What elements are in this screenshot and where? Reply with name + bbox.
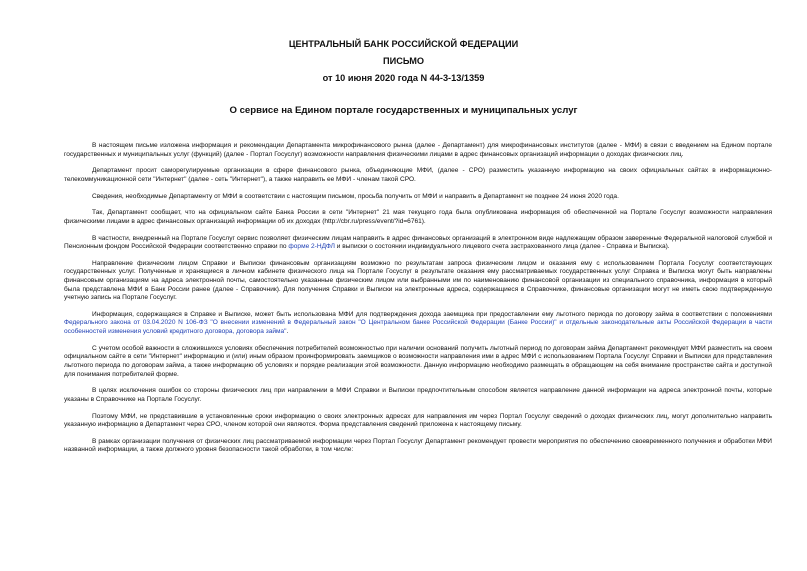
document-type: ПИСЬМО (382, 56, 425, 66)
paragraph-text: и выписки о состоянии индивидуального лицевого счета застрахованного лица (далее - Справка и Выписка). (334, 243, 670, 251)
paragraph-sro-request: Департамент просит саморегулируемые организации в сфере финансового рынка, объединяющие МФИ, (далее - СРО) разместить указанную информацию на своих официальных сайтах в информационно-телекоммуникационной сети "Интернет" (далее - сеть "Интернет"), а также направить ее МФИ - членам такой СРО. (64, 167, 772, 183)
paragraph-text: В частности, внедренный на Портале Госуслуг сервис позволяет физическим лицам направить в адрес финансовых организаций в электронном виде надлежащим образом заверенные Федеральной налоговой службой и Пенсионным фондом Российской Федерации соответственно справки по (64, 234, 772, 251)
form-2ndfl-link[interactable]: форме 2-НДФЛ (288, 243, 335, 251)
paragraph-measures: В рамках организации получения от физических лиц рассматриваемой информации через Портал Госуслуг Департамент рекомендует провести мероприятия по обеспечению своевременного получения и обработки МФИ названной информации, а также должного уровня безопасности такой обработки, в том числе: (64, 437, 772, 454)
paragraph-usage (64, 311, 772, 337)
document-date-number: от 10 июня 2020 года N 44-3-13/1359 (322, 73, 485, 83)
paragraph-text: Информация, содержащаяся в Справке и Выписке, может быть использована МФИ для подтверждения дохода заемщика при предоставлении ему льготного периода по договору займа в соответствии с положениями (92, 310, 772, 318)
paragraph-recommendation: С учетом особой важности в сложившихся условиях обеспечения потребителей возможностью при наличии оснований получить льготный период по договорам займа Департамент рекомендует МФИ разместить на своем официальном сайте в сети "Интернет" информацию и (или) иным образом проинформировать заемщиков о возможности направления ими в адрес МФИ с использованием Портала Госуслуг Справки и Выписки для представления льготного периода по договорам займа, а также информацию об условиях и порядке реализации этой возможности. Данную информацию необходимо размещать в обращающем на себя внимание пространстве сайта и доступной для понимания потребителей форме. (64, 344, 772, 378)
document-subject: О сервисе на Едином портале государственных и муниципальных услуг (229, 105, 578, 116)
issuing-organization: ЦЕНТРАЛЬНЫЙ БАНК РОССИЙСКОЙ ФЕДЕРАЦИИ (288, 39, 519, 49)
paragraph-intro: В настоящем письме изложена информация и рекомендации Департамента микрофинансового рынка (далее - Департамент) для микрофинансовых институтов (далее - МФИ) в связи с введением на Едином портале государственных и муниципальных услуг (функций) (далее - Портал Госуслуг) возможности направления физическими лицами в адрес финансовых организаций информации о доходах физических лиц. (64, 142, 772, 158)
document-body (64, 142, 772, 463)
paragraph-text: . (286, 328, 289, 336)
paragraph-deadline: Сведения, необходимые Департаменту от МФИ в соответствии с настоящим письмом, просьба получить от МФИ и направить в Департамент не позднее 24 июня 2020 года. (92, 192, 619, 200)
paragraph-sending-procedure: Направление физическим лицом Справки и Выписки финансовым организациям возможно по результатам запроса физическим лицом и оказания ему с использованием Портала Госуслуг соответствующих государственных услуг. Полученные и хранящиеся в личном кабинете физического лица на Портале Госуслуг в результате оказания ему рассматриваемых государственных услуг Справка и Выписка могут быть направлены финансовым организациям на адреса электронной почты, самостоятельно указанные физическим лицом или выбранными им по наименованию финансовой организации из специального справочника, информация в который была представлена МФИ в Банк России ранее (далее - Справочник). Для получения Справки и Выписки на электронные адреса, содержащиеся в Справочнике, финансовые организации могут не иметь свою подтвержденную учетную запись на Портале Госуслуг. (64, 259, 772, 302)
paragraph-service-description (64, 235, 772, 252)
paragraph-announcement: Так, Департамент сообщает, что на официальном сайте Банка России в сети "Интернет" 21 мая текущего года была опубликована информация об обеспеченной на Портале Госуслуг возможности направления физическими лицами в адрес финансовых организаций информации об их доходах (http://cbr.ru/press/event/?id=6761). (64, 209, 772, 225)
paragraph-error-prevention: В целях исключения ошибок со стороны физических лиц при направлении в МФИ Справки и Выписки предпочтительным способом является направление данной информации на адреса электронной почты, которые указаны в Справочнике на Портале Госуслуг. (64, 387, 772, 403)
paragraph-email-submission: Поэтому МФИ, не представившие в установленные сроки информацию о своих электронных адресах для направления им через Портал Госуслуг сведений о доходах физических лиц, могут дополнительно направить указанную информацию в Департамент через СРО, членом которой они являются. Форма представления сведений приложена к настоящему письму. (64, 412, 772, 429)
federal-law-link[interactable]: Федерального закона от 03.04.2020 N 106-ФЗ "О внесении изменений в Федеральный закон "О Центральном банке Российской Федерации (Банке России)" и отдельные законодательные акты Российской Федерации в части особенностей изменения условий кредитного договора, договора займа" (64, 319, 772, 336)
